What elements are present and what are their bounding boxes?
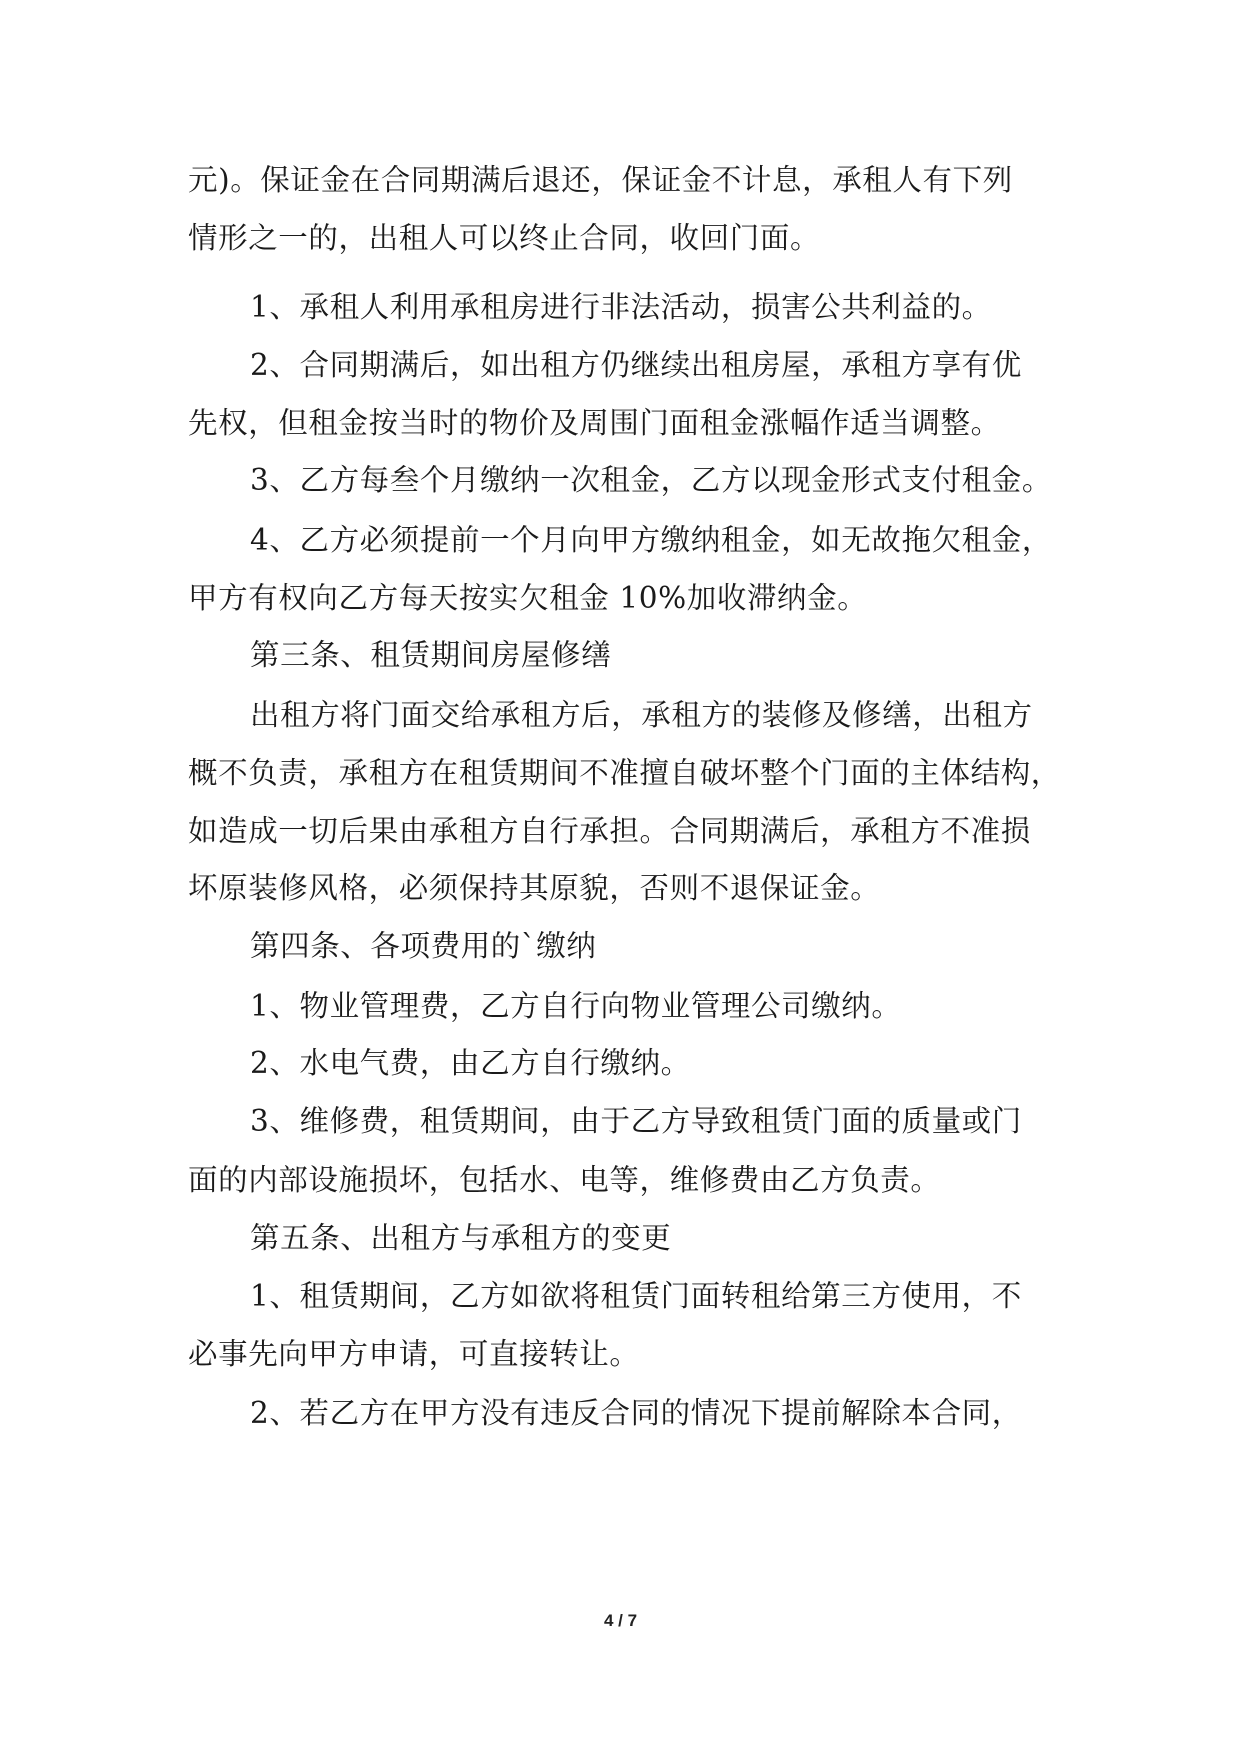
text-line: 出租方将门面交给承租方后，承租方的装修及修缮，出租方 (250, 698, 1033, 732)
text-line: 4、乙方必须提前一个月向甲方缴纳租金，如无故拖欠租金， (250, 523, 1052, 557)
text-line: 1、承租人利用承租房进行非法活动，损害公共利益的。 (250, 290, 992, 324)
page-number: 4 / 7 (603, 1611, 638, 1630)
text-line: 3、维修费，租赁期间，由于乙方导致租赁门面的质量或门 (250, 1104, 1022, 1138)
section-heading: 第四条、各项费用的`缴纳 (250, 929, 597, 963)
text-line: 3、乙方每叁个月缴纳一次租金，乙方以现金形式支付租金。 (250, 463, 1052, 497)
text-line: 必事先向甲方申请，可直接转让。 (188, 1337, 640, 1371)
text-line: 如造成一切后果由承租方自行承担。合同期满后，承租方不准损 (188, 814, 1031, 848)
text-line: 2、若乙方在甲方没有违反合同的情况下提前解除本合同， (250, 1396, 1022, 1430)
text-line: 情形之一的，出租人可以终止合同，收回门面。 (188, 221, 821, 255)
text-line: 1、物业管理费，乙方自行向物业管理公司缴纳。 (250, 989, 902, 1023)
text-line: 2、合同期满后，如出租方仍继续出租房屋，承租方享有优 (250, 348, 1022, 382)
text-line: 面的内部设施损坏，包括水、电等，维修费由乙方负责。 (188, 1163, 941, 1197)
text-line: 2、水电气费，由乙方自行缴纳。 (250, 1046, 691, 1080)
text-line: 先权，但租金按当时的物价及周围门面租金涨幅作适当调整。 (188, 406, 1001, 440)
text-line: 1、租赁期间，乙方如欲将租赁门面转租给第三方使用，不 (250, 1279, 1022, 1313)
text-line: 甲方有权向乙方每天按实欠租金 10%加收滞纳金。 (188, 581, 868, 615)
text-line: 元)。保证金在合同期满后退还，保证金不计息，承租人有下列 (188, 163, 1013, 197)
text-line: 概不负责，承租方在租赁期间不准擅自破坏整个门面的主体结构， (188, 756, 1061, 790)
section-heading: 第五条、出租方与承租方的变更 (250, 1221, 672, 1255)
text-line: 坏原装修风格，必须保持其原貌，否则不退保证金。 (188, 871, 881, 905)
section-heading: 第三条、租赁期间房屋修缮 (250, 638, 612, 672)
